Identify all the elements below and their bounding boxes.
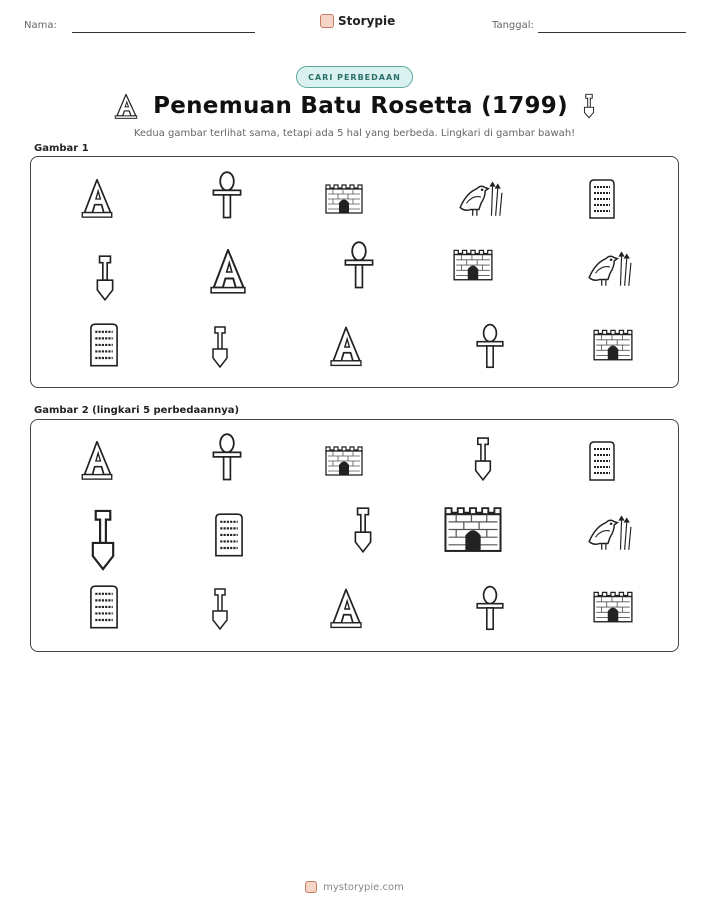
shovel-icon xyxy=(582,93,596,119)
shovel-icon xyxy=(210,324,230,370)
letter-a-icon xyxy=(326,324,366,370)
castle-icon[interactable] xyxy=(324,442,364,478)
picture-2-label: Gambar 2 (lingkari 5 perbedaannya) xyxy=(34,405,240,416)
shovel-icon xyxy=(94,254,116,302)
shovel-icon[interactable] xyxy=(472,436,494,482)
footer xyxy=(0,881,709,893)
castle-icon xyxy=(452,246,494,282)
picture-1-label: Gambar 1 xyxy=(34,143,89,154)
ankh-icon xyxy=(342,240,376,292)
instructions: Kedua gambar terlihat sama, tetapi ada 5 hal yang berbeda. Lingkari di gambar bawah! xyxy=(133,128,576,139)
footer-url[interactable]: mystorypie.com xyxy=(323,881,404,893)
storypie-logo-icon xyxy=(320,14,334,28)
castle-icon[interactable] xyxy=(442,502,504,554)
ankh-icon xyxy=(474,320,506,374)
rosetta-stone-icon[interactable] xyxy=(86,584,122,632)
ankh-icon[interactable] xyxy=(474,582,506,636)
castle-icon[interactable] xyxy=(592,588,634,624)
shovel-icon[interactable] xyxy=(88,508,118,572)
shovel-icon[interactable] xyxy=(210,586,230,632)
rosetta-stone-icon[interactable] xyxy=(586,440,618,484)
bird-icon xyxy=(585,246,633,288)
shovel-icon[interactable] xyxy=(352,506,374,554)
brand-name: Storypie xyxy=(338,14,396,28)
ankh-icon xyxy=(210,170,244,222)
bird-icon xyxy=(456,176,504,218)
rosetta-stone-icon xyxy=(86,322,122,370)
letter-a-icon xyxy=(80,176,114,222)
rosetta-stone-icon[interactable] xyxy=(210,512,248,560)
name-field[interactable] xyxy=(72,32,255,33)
title-row xyxy=(0,92,709,120)
rosetta-stone-icon xyxy=(586,178,618,222)
name-label: Nama: xyxy=(24,20,57,31)
castle-icon xyxy=(592,326,634,362)
brand xyxy=(320,14,395,28)
letter-a-icon xyxy=(205,246,251,298)
page-title: Penemuan Batu Rosetta (1799) xyxy=(153,93,568,119)
letter-a-icon xyxy=(113,92,139,120)
bird-icon[interactable] xyxy=(585,510,633,552)
letter-a-icon[interactable] xyxy=(326,586,366,632)
castle-icon xyxy=(324,180,364,216)
ankh-icon[interactable] xyxy=(210,432,244,484)
activity-badge: CARI PERBEDAAN xyxy=(296,66,413,88)
date-label: Tanggal: xyxy=(492,20,534,31)
storypie-logo-icon xyxy=(305,881,317,893)
date-field[interactable] xyxy=(538,32,686,33)
letter-a-icon[interactable] xyxy=(80,438,114,484)
